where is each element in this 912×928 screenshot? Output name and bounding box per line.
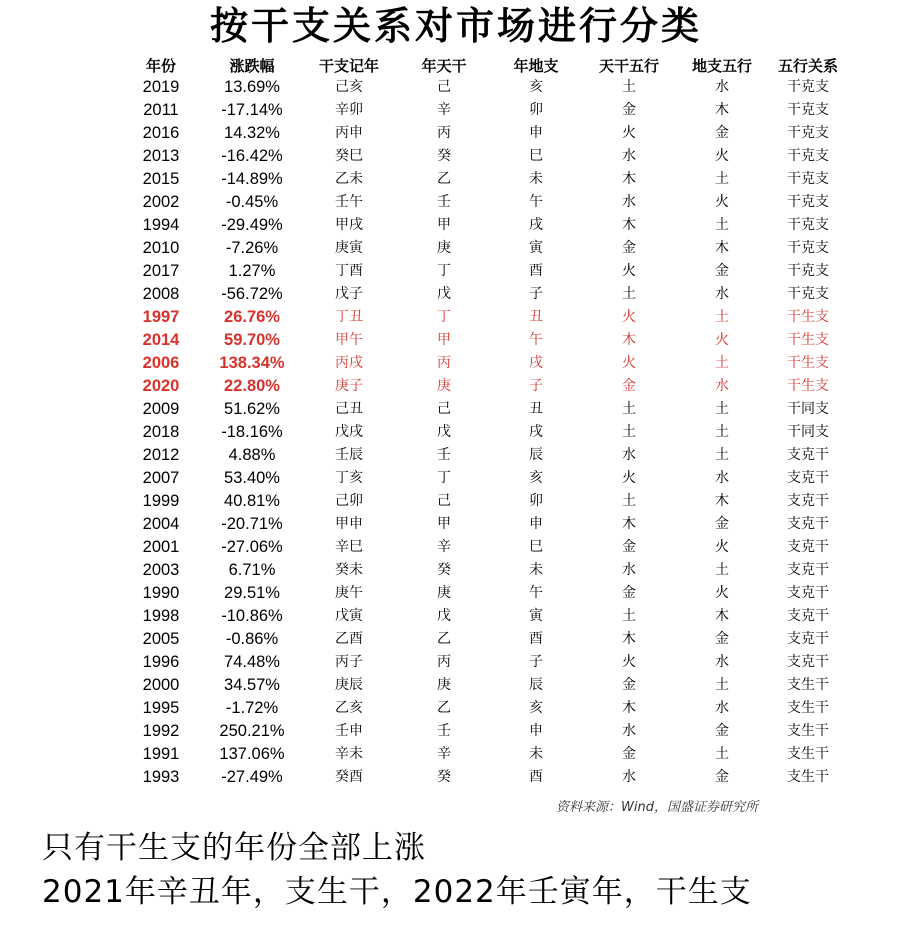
ganzhi-cell: 辛未 bbox=[335, 746, 363, 762]
zhi-element-cell: 水 bbox=[715, 470, 729, 486]
zhi-cell: 卯 bbox=[529, 493, 543, 509]
zhi-element-cell: 水 bbox=[715, 700, 729, 716]
ganzhi-cell: 癸未 bbox=[335, 562, 363, 578]
zhi-element-cell: 金 bbox=[715, 125, 729, 141]
relation-cell: 干克支 bbox=[787, 79, 829, 95]
zhi-element-cell: 土 bbox=[715, 309, 729, 325]
zhi-element-cell: 火 bbox=[715, 332, 729, 348]
table-row bbox=[118, 743, 848, 766]
zhi-cell: 申 bbox=[529, 125, 543, 141]
change-cell: -16.42% bbox=[221, 147, 283, 165]
table-row bbox=[118, 467, 848, 490]
zhi-cell: 午 bbox=[529, 585, 543, 601]
gan-element-cell: 金 bbox=[622, 102, 636, 118]
relation-cell: 支克干 bbox=[787, 585, 829, 601]
ganzhi-cell: 甲午 bbox=[335, 332, 363, 348]
conclusion-line-2: 2021年辛丑年，支生干，2022年壬寅年，干生支 bbox=[42, 874, 752, 910]
gan-element-cell: 金 bbox=[622, 240, 636, 256]
gan-element-cell: 金 bbox=[622, 585, 636, 601]
relation-cell: 支克干 bbox=[787, 447, 829, 463]
table-row bbox=[118, 375, 848, 398]
gan-element-cell: 金 bbox=[622, 378, 636, 394]
gan-cell: 乙 bbox=[437, 171, 451, 187]
gan-cell: 癸 bbox=[437, 148, 451, 164]
gan-element-cell: 水 bbox=[622, 723, 636, 739]
table-row bbox=[118, 582, 848, 605]
year-cell: 1993 bbox=[142, 768, 180, 786]
relation-cell: 干生支 bbox=[787, 309, 829, 325]
relation-cell: 干生支 bbox=[787, 378, 829, 394]
table-row bbox=[118, 513, 848, 536]
relation-cell: 支克干 bbox=[787, 516, 829, 532]
gan-element-cell: 金 bbox=[622, 539, 636, 555]
gan-cell: 丁 bbox=[437, 470, 451, 486]
table-row bbox=[118, 536, 848, 559]
relation-cell: 支生干 bbox=[787, 723, 829, 739]
zhi-element-cell: 土 bbox=[715, 562, 729, 578]
zhi-element-cell: 金 bbox=[715, 516, 729, 532]
column-header: 年地支 bbox=[513, 56, 559, 75]
year-cell: 1998 bbox=[142, 607, 180, 625]
change-cell: -1.72% bbox=[225, 699, 279, 717]
zhi-cell: 酉 bbox=[529, 769, 543, 785]
year-cell: 2002 bbox=[142, 193, 180, 211]
relation-cell: 干同支 bbox=[787, 401, 829, 417]
year-cell: 1995 bbox=[142, 699, 180, 717]
ganzhi-cell: 己卯 bbox=[335, 493, 363, 509]
year-cell: 2008 bbox=[142, 285, 180, 303]
gan-cell: 庚 bbox=[437, 240, 451, 256]
gan-element-cell: 土 bbox=[622, 608, 636, 624]
ganzhi-cell: 丙子 bbox=[335, 654, 363, 670]
gan-element-cell: 水 bbox=[622, 194, 636, 210]
gan-cell: 戊 bbox=[437, 286, 451, 302]
gan-element-cell: 土 bbox=[622, 424, 636, 440]
zhi-element-cell: 火 bbox=[715, 148, 729, 164]
year-cell: 2003 bbox=[142, 561, 180, 579]
change-cell: 1.27% bbox=[228, 262, 276, 280]
zhi-cell: 巳 bbox=[529, 539, 543, 555]
relation-cell: 干克支 bbox=[787, 125, 829, 141]
gan-element-cell: 水 bbox=[622, 769, 636, 785]
change-cell: -10.86% bbox=[221, 607, 283, 625]
gan-cell: 丙 bbox=[437, 355, 451, 371]
change-cell: 22.80% bbox=[224, 377, 280, 395]
ganzhi-table bbox=[118, 54, 848, 789]
change-cell: -27.06% bbox=[221, 538, 283, 556]
table-row bbox=[118, 421, 848, 444]
change-cell: -7.26% bbox=[225, 239, 279, 257]
relation-cell: 支克干 bbox=[787, 493, 829, 509]
year-cell: 2001 bbox=[142, 538, 180, 556]
gan-cell: 乙 bbox=[437, 700, 451, 716]
zhi-element-cell: 金 bbox=[715, 769, 729, 785]
gan-element-cell: 木 bbox=[622, 332, 636, 348]
gan-cell: 乙 bbox=[437, 631, 451, 647]
gan-cell: 庚 bbox=[437, 585, 451, 601]
relation-cell: 支生干 bbox=[787, 769, 829, 785]
table-row bbox=[118, 260, 848, 283]
zhi-element-cell: 土 bbox=[715, 217, 729, 233]
column-header: 地支五行 bbox=[691, 56, 752, 75]
zhi-cell: 辰 bbox=[529, 447, 543, 463]
ganzhi-cell: 庚午 bbox=[335, 585, 363, 601]
zhi-cell: 申 bbox=[529, 723, 543, 739]
relation-cell: 干克支 bbox=[787, 286, 829, 302]
gan-cell: 甲 bbox=[437, 516, 451, 532]
table-row bbox=[118, 306, 848, 329]
ganzhi-cell: 丁酉 bbox=[335, 263, 363, 279]
column-header: 天干五行 bbox=[598, 56, 659, 75]
ganzhi-cell: 庚辰 bbox=[335, 677, 363, 693]
relation-cell: 支生干 bbox=[787, 677, 829, 693]
year-cell: 1996 bbox=[142, 653, 180, 671]
zhi-element-cell: 水 bbox=[715, 79, 729, 95]
year-cell: 2020 bbox=[142, 377, 180, 395]
relation-cell: 支克干 bbox=[787, 539, 829, 555]
zhi-element-cell: 木 bbox=[715, 493, 729, 509]
ganzhi-cell: 乙未 bbox=[335, 171, 363, 187]
table-row bbox=[118, 444, 848, 467]
zhi-cell: 亥 bbox=[529, 700, 543, 716]
year-cell: 2016 bbox=[142, 124, 180, 142]
zhi-cell: 子 bbox=[529, 286, 543, 302]
change-cell: -27.49% bbox=[221, 768, 283, 786]
year-cell: 2007 bbox=[142, 469, 180, 487]
ganzhi-cell: 乙酉 bbox=[335, 631, 363, 647]
zhi-element-cell: 水 bbox=[715, 378, 729, 394]
change-cell: 4.88% bbox=[228, 446, 276, 464]
change-cell: -0.86% bbox=[225, 630, 279, 648]
relation-cell: 干克支 bbox=[787, 171, 829, 187]
table-row bbox=[118, 697, 848, 720]
zhi-cell: 午 bbox=[529, 332, 543, 348]
change-cell: 13.69% bbox=[224, 78, 280, 96]
change-cell: 51.62% bbox=[224, 400, 280, 418]
gan-cell: 己 bbox=[437, 493, 451, 509]
zhi-cell: 丑 bbox=[529, 401, 543, 417]
year-cell: 1991 bbox=[142, 745, 180, 763]
change-cell: 14.32% bbox=[224, 124, 280, 142]
year-cell: 1999 bbox=[142, 492, 180, 510]
zhi-cell: 亥 bbox=[529, 470, 543, 486]
gan-element-cell: 木 bbox=[622, 631, 636, 647]
table-row bbox=[118, 605, 848, 628]
zhi-cell: 子 bbox=[529, 654, 543, 670]
zhi-cell: 寅 bbox=[529, 240, 543, 256]
gan-element-cell: 木 bbox=[622, 171, 636, 187]
zhi-cell: 申 bbox=[529, 516, 543, 532]
relation-cell: 支生干 bbox=[787, 700, 829, 716]
zhi-element-cell: 木 bbox=[715, 608, 729, 624]
relation-cell: 支生干 bbox=[787, 746, 829, 762]
zhi-element-cell: 土 bbox=[715, 401, 729, 417]
ganzhi-cell: 丁丑 bbox=[335, 309, 363, 325]
zhi-element-cell: 土 bbox=[715, 746, 729, 762]
zhi-cell: 丑 bbox=[529, 309, 543, 325]
ganzhi-cell: 丁亥 bbox=[335, 470, 363, 486]
gan-element-cell: 火 bbox=[622, 355, 636, 371]
relation-cell: 干克支 bbox=[787, 240, 829, 256]
relation-cell: 支克干 bbox=[787, 608, 829, 624]
table-body bbox=[118, 76, 848, 789]
gan-cell: 戊 bbox=[437, 608, 451, 624]
table-row bbox=[118, 99, 848, 122]
gan-cell: 壬 bbox=[437, 447, 451, 463]
change-cell: 34.57% bbox=[224, 676, 280, 694]
source-note: 资料来源：Wind，国盛证券研究所 bbox=[556, 800, 758, 815]
gan-element-cell: 木 bbox=[622, 700, 636, 716]
gan-cell: 丁 bbox=[437, 263, 451, 279]
ganzhi-cell: 甲申 bbox=[335, 516, 363, 532]
change-cell: 6.71% bbox=[228, 561, 276, 579]
gan-cell: 己 bbox=[437, 79, 451, 95]
year-cell: 1990 bbox=[142, 584, 180, 602]
relation-cell: 支克干 bbox=[787, 631, 829, 647]
relation-cell: 干克支 bbox=[787, 194, 829, 210]
ganzhi-cell: 癸巳 bbox=[335, 148, 363, 164]
relation-cell: 支克干 bbox=[787, 562, 829, 578]
gan-cell: 壬 bbox=[437, 194, 451, 210]
zhi-element-cell: 金 bbox=[715, 263, 729, 279]
zhi-cell: 酉 bbox=[529, 631, 543, 647]
relation-cell: 干同支 bbox=[787, 424, 829, 440]
change-cell: -18.16% bbox=[221, 423, 283, 441]
table-row bbox=[118, 352, 848, 375]
zhi-cell: 酉 bbox=[529, 263, 543, 279]
zhi-element-cell: 金 bbox=[715, 723, 729, 739]
ganzhi-cell: 壬申 bbox=[335, 723, 363, 739]
year-cell: 2012 bbox=[142, 446, 180, 464]
ganzhi-cell: 戊戌 bbox=[335, 424, 363, 440]
gan-cell: 壬 bbox=[437, 723, 451, 739]
zhi-cell: 戌 bbox=[529, 355, 543, 371]
ganzhi-cell: 辛卯 bbox=[335, 102, 363, 118]
table-row bbox=[118, 168, 848, 191]
zhi-element-cell: 土 bbox=[715, 355, 729, 371]
year-cell: 1994 bbox=[142, 216, 180, 234]
zhi-cell: 卯 bbox=[529, 102, 543, 118]
ganzhi-cell: 乙亥 bbox=[335, 700, 363, 716]
table-row bbox=[118, 674, 848, 697]
change-cell: -29.49% bbox=[221, 216, 283, 234]
table-row bbox=[118, 398, 848, 421]
change-cell: -14.89% bbox=[221, 170, 283, 188]
gan-element-cell: 土 bbox=[622, 493, 636, 509]
zhi-cell: 亥 bbox=[529, 79, 543, 95]
gan-cell: 辛 bbox=[437, 102, 451, 118]
gan-element-cell: 金 bbox=[622, 746, 636, 762]
gan-element-cell: 水 bbox=[622, 562, 636, 578]
gan-cell: 癸 bbox=[437, 769, 451, 785]
table-row bbox=[118, 214, 848, 237]
table-row bbox=[118, 237, 848, 260]
gan-cell: 丙 bbox=[437, 654, 451, 670]
year-cell: 1992 bbox=[142, 722, 180, 740]
column-header: 涨跌幅 bbox=[229, 56, 275, 75]
gan-cell: 辛 bbox=[437, 539, 451, 555]
table-row bbox=[118, 766, 848, 789]
relation-cell: 干生支 bbox=[787, 332, 829, 348]
ganzhi-cell: 己丑 bbox=[335, 401, 363, 417]
table-row bbox=[118, 191, 848, 214]
table-header-row bbox=[118, 54, 848, 76]
zhi-element-cell: 土 bbox=[715, 677, 729, 693]
gan-cell: 丙 bbox=[437, 125, 451, 141]
table-row bbox=[118, 76, 848, 99]
ganzhi-cell: 丙戌 bbox=[335, 355, 363, 371]
year-cell: 2019 bbox=[142, 78, 180, 96]
zhi-element-cell: 土 bbox=[715, 424, 729, 440]
ganzhi-cell: 癸酉 bbox=[335, 769, 363, 785]
year-cell: 2005 bbox=[142, 630, 180, 648]
relation-cell: 干克支 bbox=[787, 102, 829, 118]
year-cell: 2004 bbox=[142, 515, 180, 533]
change-cell: 53.40% bbox=[224, 469, 280, 487]
change-cell: 74.48% bbox=[224, 653, 280, 671]
year-cell: 2009 bbox=[142, 400, 180, 418]
table-row bbox=[118, 283, 848, 306]
column-header: 五行关系 bbox=[777, 56, 838, 75]
table-row bbox=[118, 329, 848, 352]
gan-element-cell: 火 bbox=[622, 125, 636, 141]
table-row bbox=[118, 720, 848, 743]
zhi-element-cell: 木 bbox=[715, 102, 729, 118]
relation-cell: 干克支 bbox=[787, 148, 829, 164]
table-row bbox=[118, 490, 848, 513]
ganzhi-cell: 丙申 bbox=[335, 125, 363, 141]
ganzhi-cell: 辛巳 bbox=[335, 539, 363, 555]
zhi-cell: 戌 bbox=[529, 217, 543, 233]
column-header: 年天干 bbox=[421, 56, 467, 75]
change-cell: 40.81% bbox=[224, 492, 280, 510]
year-cell: 2018 bbox=[142, 423, 180, 441]
zhi-element-cell: 金 bbox=[715, 631, 729, 647]
zhi-element-cell: 火 bbox=[715, 194, 729, 210]
zhi-element-cell: 木 bbox=[715, 240, 729, 256]
gan-element-cell: 土 bbox=[622, 401, 636, 417]
zhi-element-cell: 火 bbox=[715, 585, 729, 601]
gan-cell: 辛 bbox=[437, 746, 451, 762]
ganzhi-cell: 戊子 bbox=[335, 286, 363, 302]
column-header: 年份 bbox=[145, 56, 176, 75]
change-cell: 250.21% bbox=[219, 722, 285, 740]
gan-element-cell: 火 bbox=[622, 470, 636, 486]
ganzhi-cell: 庚寅 bbox=[335, 240, 363, 256]
zhi-cell: 辰 bbox=[529, 677, 543, 693]
year-cell: 2010 bbox=[142, 239, 180, 257]
ganzhi-cell: 甲戌 bbox=[335, 217, 363, 233]
gan-cell: 戊 bbox=[437, 424, 451, 440]
ganzhi-cell: 戊寅 bbox=[335, 608, 363, 624]
gan-cell: 丁 bbox=[437, 309, 451, 325]
gan-element-cell: 金 bbox=[622, 677, 636, 693]
gan-cell: 甲 bbox=[437, 217, 451, 233]
change-cell: 26.76% bbox=[224, 308, 280, 326]
zhi-cell: 寅 bbox=[529, 608, 543, 624]
change-cell: 59.70% bbox=[224, 331, 280, 349]
zhi-cell: 戌 bbox=[529, 424, 543, 440]
gan-cell: 庚 bbox=[437, 677, 451, 693]
gan-element-cell: 土 bbox=[622, 79, 636, 95]
gan-element-cell: 火 bbox=[622, 654, 636, 670]
change-cell: -0.45% bbox=[225, 193, 279, 211]
change-cell: -20.71% bbox=[221, 515, 283, 533]
year-cell: 2015 bbox=[142, 170, 180, 188]
zhi-element-cell: 火 bbox=[715, 539, 729, 555]
year-cell: 2011 bbox=[143, 101, 179, 119]
gan-element-cell: 土 bbox=[622, 286, 636, 302]
year-cell: 2006 bbox=[142, 354, 180, 372]
conclusion-line-1: 只有干生支的年份全部上涨 bbox=[42, 830, 426, 866]
gan-cell: 癸 bbox=[437, 562, 451, 578]
gan-element-cell: 火 bbox=[622, 309, 636, 325]
ganzhi-cell: 己亥 bbox=[335, 79, 363, 95]
zhi-cell: 未 bbox=[529, 171, 543, 187]
table-row bbox=[118, 651, 848, 674]
zhi-element-cell: 水 bbox=[715, 654, 729, 670]
year-cell: 2014 bbox=[142, 331, 180, 349]
gan-cell: 己 bbox=[437, 401, 451, 417]
relation-cell: 支克干 bbox=[787, 470, 829, 486]
table-row bbox=[118, 559, 848, 582]
gan-element-cell: 火 bbox=[622, 263, 636, 279]
zhi-element-cell: 土 bbox=[715, 447, 729, 463]
table-row bbox=[118, 628, 848, 651]
zhi-cell: 未 bbox=[529, 562, 543, 578]
column-header: 干支记年 bbox=[318, 56, 379, 75]
year-cell: 1997 bbox=[142, 308, 180, 326]
gan-element-cell: 水 bbox=[622, 148, 636, 164]
zhi-cell: 巳 bbox=[529, 148, 543, 164]
zhi-cell: 子 bbox=[529, 378, 543, 394]
relation-cell: 支克干 bbox=[787, 654, 829, 670]
relation-cell: 干克支 bbox=[787, 217, 829, 233]
table-row bbox=[118, 122, 848, 145]
ganzhi-cell: 壬辰 bbox=[335, 447, 363, 463]
gan-element-cell: 木 bbox=[622, 516, 636, 532]
year-cell: 2013 bbox=[142, 147, 180, 165]
change-cell: -17.14% bbox=[221, 101, 283, 119]
year-cell: 2017 bbox=[142, 262, 180, 280]
relation-cell: 干生支 bbox=[787, 355, 829, 371]
year-cell: 2000 bbox=[142, 676, 180, 694]
page-title: 按干支关系对市场进行分类 bbox=[209, 3, 702, 48]
change-cell: 138.34% bbox=[219, 354, 285, 372]
gan-element-cell: 水 bbox=[622, 447, 636, 463]
change-cell: 29.51% bbox=[224, 584, 280, 602]
gan-element-cell: 木 bbox=[622, 217, 636, 233]
ganzhi-cell: 壬午 bbox=[335, 194, 363, 210]
ganzhi-cell: 庚子 bbox=[335, 378, 363, 394]
change-cell: -56.72% bbox=[221, 285, 283, 303]
table-row bbox=[118, 145, 848, 168]
gan-cell: 甲 bbox=[437, 332, 451, 348]
zhi-element-cell: 水 bbox=[715, 286, 729, 302]
zhi-element-cell: 土 bbox=[715, 171, 729, 187]
relation-cell: 干克支 bbox=[787, 263, 829, 279]
zhi-cell: 未 bbox=[529, 746, 543, 762]
change-cell: 137.06% bbox=[219, 745, 285, 763]
zhi-cell: 午 bbox=[529, 194, 543, 210]
gan-cell: 庚 bbox=[437, 378, 451, 394]
